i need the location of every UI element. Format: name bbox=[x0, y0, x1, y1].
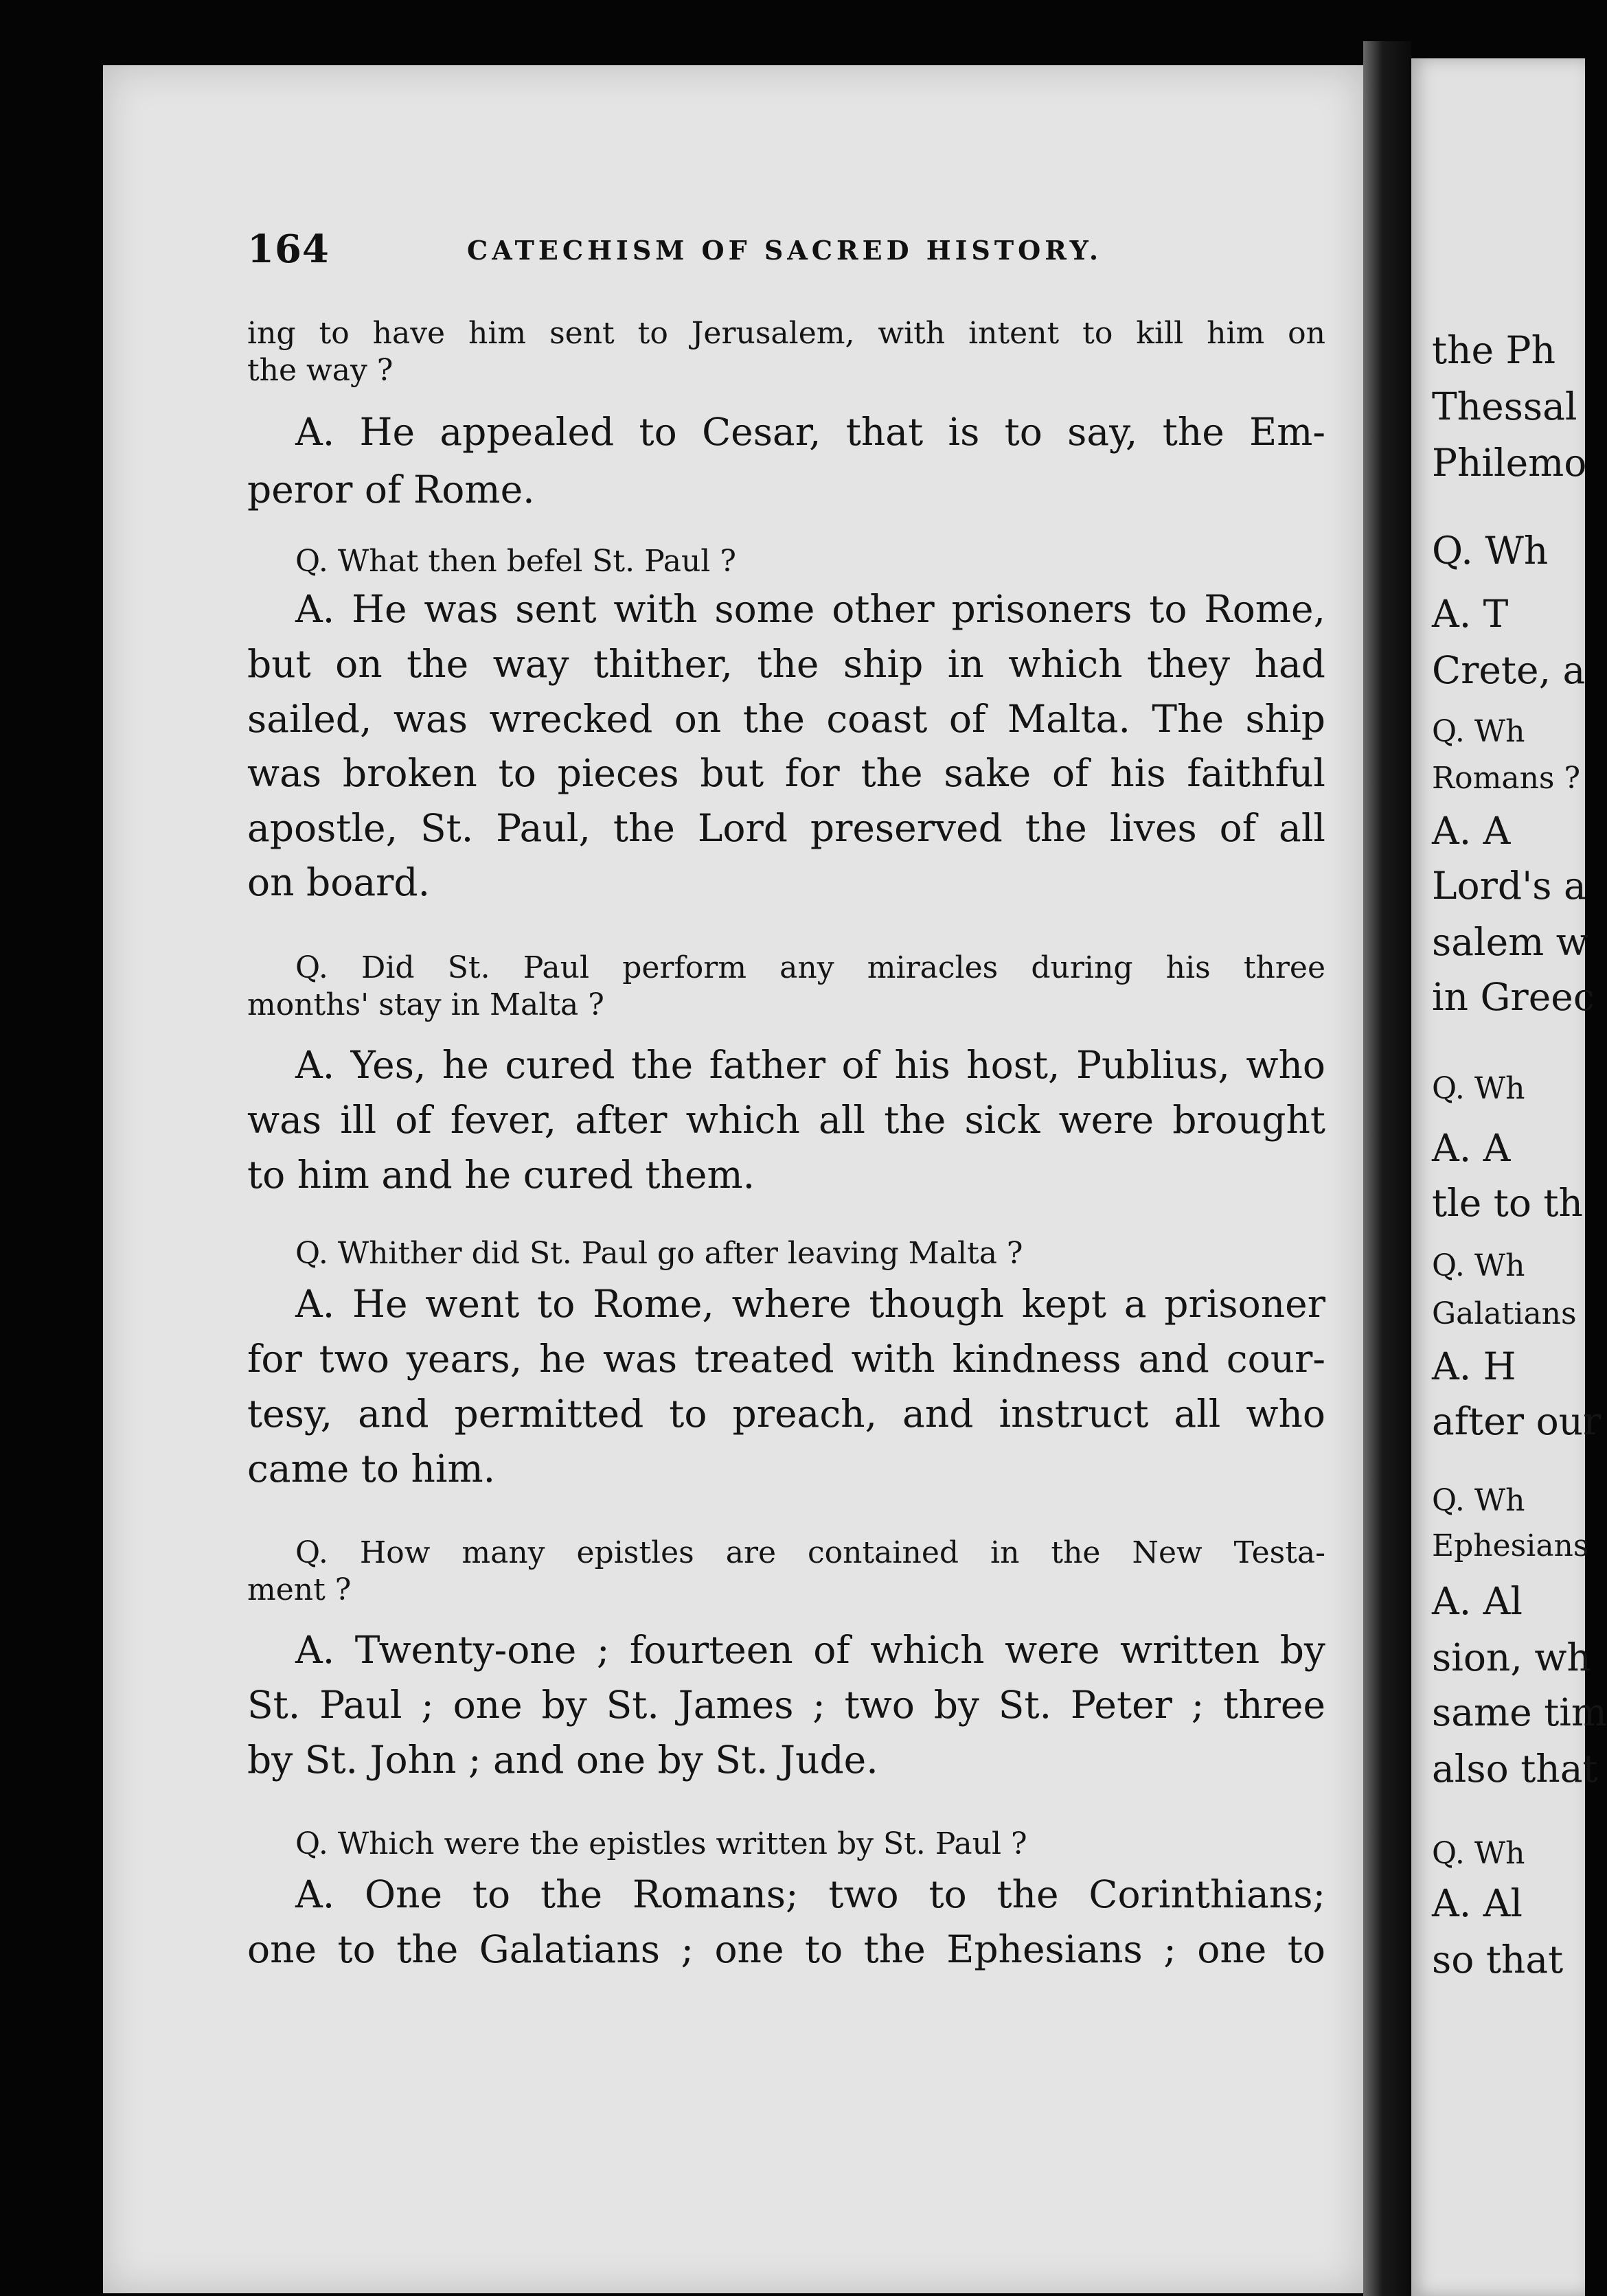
text-line: ment ? bbox=[247, 1572, 352, 1607]
answer bbox=[247, 405, 1325, 460]
text-line: peror of Rome. bbox=[247, 468, 535, 512]
text-line: apostle, St. Paul, the Lord preserved the lives of all bbox=[247, 806, 1325, 850]
right-fragment: also that bbox=[1432, 1747, 1598, 1791]
right-fragment: Q. Wh bbox=[1432, 1836, 1525, 1871]
question bbox=[247, 1826, 1374, 1863]
text-line: by St. John ; and one by St. Jude. bbox=[247, 1738, 878, 1782]
text-line: A. He went to Rome, where though kept a prisoner bbox=[295, 1282, 1325, 1326]
answer bbox=[247, 1868, 1325, 1977]
text-line: was ill of fever, after which all the sick were brought bbox=[247, 1097, 1325, 1142]
right-fragment: so that bbox=[1432, 1938, 1564, 1982]
text-line: A. One to the Romans; two to the Corinthians; bbox=[295, 1872, 1325, 1916]
text-line: was broken to pieces but for the sake of his faithful bbox=[247, 751, 1325, 796]
question bbox=[247, 950, 1325, 987]
question-end bbox=[247, 1572, 1325, 1609]
book-gutter bbox=[1363, 41, 1411, 2296]
right-fragment: Q. Wh bbox=[1432, 1483, 1525, 1518]
text-line: sailed, was wrecked on the coast of Malta. The ship bbox=[247, 696, 1325, 741]
right-fragment: Galatians bbox=[1432, 1296, 1577, 1331]
right-fragment: tle to th bbox=[1432, 1181, 1583, 1225]
answer bbox=[247, 1623, 1325, 1733]
question-continued bbox=[247, 316, 1325, 352]
running-head: CATECHISM OF SACRED HISTORY. bbox=[467, 235, 1103, 266]
page-header bbox=[247, 227, 1339, 275]
text-line: one to the Galatians ; one to the Ephesians ; one to bbox=[247, 1927, 1325, 1971]
text-line: Q. Did St. Paul perform any miracles during his three bbox=[295, 950, 1325, 985]
right-fragment: A. Al bbox=[1432, 1579, 1523, 1623]
text-line: ing to have him sent to Jerusalem, with intent to kill him on bbox=[247, 316, 1325, 351]
text-line: but on the way thither, the ship in which they had bbox=[247, 641, 1325, 686]
right-fragment: A. A bbox=[1432, 1126, 1511, 1170]
answer bbox=[247, 1277, 1325, 1441]
text-line: A. Twenty-one ; fourteen of which were written by bbox=[295, 1628, 1325, 1672]
text-line: for two years, he was treated with kindness and cour- bbox=[247, 1336, 1325, 1381]
text-line: St. Paul ; one by St. James ; two by St. Peter ; three bbox=[247, 1682, 1325, 1727]
text-line: Q. How many epistles are contained in the New Testa- bbox=[295, 1535, 1325, 1570]
answer bbox=[247, 1038, 1325, 1148]
text-line: months' stay in Malta ? bbox=[247, 987, 604, 1022]
text-line: Q. Which were the epistles written by St. Paul ? bbox=[295, 1826, 1027, 1861]
question bbox=[247, 1236, 1374, 1272]
right-fragment: Ephesians bbox=[1432, 1528, 1589, 1563]
answer-end bbox=[247, 1148, 1325, 1203]
answer-end bbox=[247, 1442, 1325, 1497]
right-fragment: in Greec bbox=[1432, 975, 1595, 1019]
right-fragment: salem w bbox=[1432, 920, 1588, 964]
text-line: tesy, and permitted to preach, and instruct all who bbox=[247, 1391, 1325, 1436]
right-fragment: Lord's a bbox=[1432, 864, 1586, 908]
right-fragment: Philemo bbox=[1432, 441, 1587, 485]
text-line: to him and he cured them. bbox=[247, 1153, 755, 1197]
right-fragment: Q. Wh bbox=[1432, 714, 1525, 749]
right-fragment: A. Al bbox=[1432, 1881, 1523, 1925]
right-fragment: after our bbox=[1432, 1399, 1602, 1443]
right-fragment: Thessal bbox=[1432, 384, 1577, 428]
question bbox=[247, 544, 1374, 580]
right-fragment: sion, wh bbox=[1432, 1635, 1591, 1679]
question-continued-end bbox=[247, 353, 1325, 389]
right-fragment: A. H bbox=[1432, 1344, 1516, 1388]
right-fragment: same tim bbox=[1432, 1690, 1607, 1734]
text-line: A. Yes, he cured the father of his host, Publius, who bbox=[295, 1043, 1325, 1087]
question-end bbox=[247, 987, 1325, 1024]
question bbox=[247, 1535, 1325, 1572]
answer bbox=[247, 582, 1325, 856]
text-line: on board. bbox=[247, 860, 431, 904]
right-fragment: A. A bbox=[1432, 809, 1511, 853]
right-fragment: Q. Wh bbox=[1432, 1248, 1525, 1283]
right-fragment: Q. Wh bbox=[1432, 1071, 1525, 1106]
answer-end bbox=[247, 856, 1325, 910]
right-fragment: Q. Wh bbox=[1432, 529, 1549, 573]
right-fragment: the Ph bbox=[1432, 328, 1555, 372]
answer-end bbox=[247, 463, 1325, 518]
answer-end bbox=[247, 1733, 1325, 1788]
right-fragment: Crete, a bbox=[1432, 648, 1586, 692]
text-line: A. He was sent with some other prisoners to Rome, bbox=[295, 587, 1325, 631]
text-line: A. He appealed to Cesar, that is to say, the Em- bbox=[295, 410, 1325, 454]
text-line: Q. What then befel St. Paul ? bbox=[295, 544, 736, 579]
text-line: Q. Whither did St. Paul go after leaving Malta ? bbox=[295, 1236, 1023, 1271]
right-fragment: A. T bbox=[1432, 592, 1509, 636]
text-line: the way ? bbox=[247, 353, 394, 388]
right-fragment: Romans ? bbox=[1432, 761, 1581, 796]
text-line: came to him. bbox=[247, 1447, 496, 1491]
page-number: 164 bbox=[247, 227, 330, 272]
